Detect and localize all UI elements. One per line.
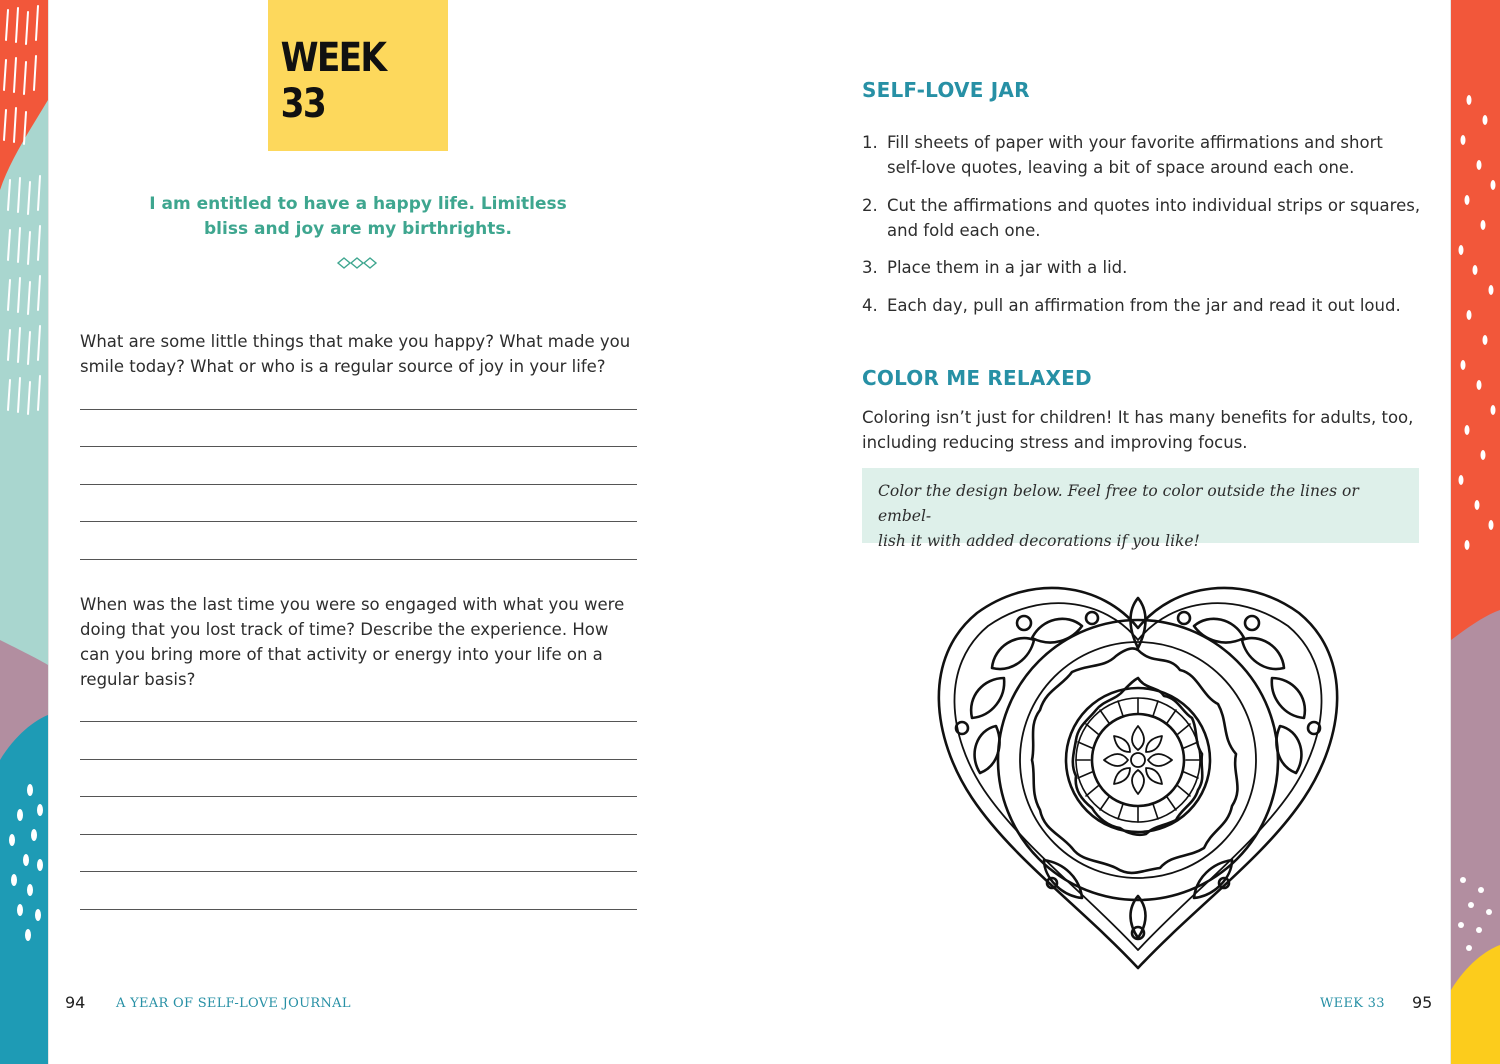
step-text: Fill sheets of paper with your favorite affirmations and short self-love quotes, leaving a bit of space around each one. — [887, 133, 1383, 177]
writing-line[interactable] — [80, 759, 637, 760]
section-heading-self-love-jar: SELF-LOVE JAR — [862, 78, 1030, 102]
callout-line: lish it with added decorations if you like! — [878, 532, 1200, 550]
writing-line[interactable] — [80, 559, 637, 560]
writing-line[interactable] — [80, 834, 637, 835]
writing-line[interactable] — [80, 796, 637, 797]
list-item — [862, 193, 1422, 243]
step-number: 1. — [862, 133, 878, 152]
writing-line[interactable] — [80, 521, 637, 522]
journal-prompt-1: What are some little things that make you happy? What made you smile today? What or who is a regular source of joy in your life? — [80, 332, 631, 376]
affirmation-line: bliss and joy are my birthrights. — [204, 219, 512, 239]
page-number-left: 94 — [65, 993, 86, 1012]
running-title-right: WEEK 33 — [1320, 996, 1385, 1011]
week-label: WEEK 33 — [280, 34, 386, 127]
affirmation-line: I am entitled to have a happy life. Limitless — [149, 194, 567, 214]
instruction-callout — [862, 468, 1419, 550]
writing-line[interactable] — [80, 909, 637, 910]
running-title-left: A YEAR OF SELF-LOVE JOURNAL — [116, 996, 351, 1011]
list-item — [862, 293, 1422, 318]
right-page-edge — [1450, 0, 1451, 1064]
step-number: 3. — [862, 258, 878, 277]
heart-mandala-coloring-icon[interactable] — [932, 578, 1344, 972]
writing-line[interactable] — [80, 721, 637, 722]
writing-line[interactable] — [80, 446, 637, 447]
section-heading-color-me-relaxed: COLOR ME RELAXED — [862, 366, 1092, 390]
step-text: Each day, pull an affirmation from the jar and read it out loud. — [887, 295, 1401, 315]
journal-prompt-2: When was the last time you were so engaged with what you were doing that you lost track of time? Describe the experience. How can you bring more of that activity or energy into your life on a regular basis? — [80, 595, 625, 689]
writing-line[interactable] — [80, 409, 637, 410]
left-decorative-border — [0, 0, 48, 1064]
step-number: 4. — [862, 295, 878, 315]
callout-line: Color the design below. Feel free to color outside the lines or embel- — [878, 482, 1359, 525]
section-body-text: Coloring isn’t just for children! It has many benefits for adults, too, including reducing stress and improving focus. — [862, 408, 1414, 452]
affirmation-text — [128, 192, 588, 242]
writing-line[interactable] — [80, 871, 637, 872]
left-page-edge — [48, 0, 49, 1064]
steps-list — [862, 130, 1422, 330]
week-label-box — [268, 0, 448, 151]
right-decorative-border — [1451, 0, 1500, 1064]
page-number-right: 95 — [1412, 993, 1433, 1012]
diamond-ornament-icon — [336, 256, 380, 270]
step-text: Cut the affirmations and quotes into individual strips or squares, and fold each one. — [887, 195, 1421, 240]
step-text: Place them in a jar with a lid. — [887, 258, 1128, 277]
list-item — [862, 255, 1422, 280]
writing-line[interactable] — [80, 484, 637, 485]
step-number: 2. — [862, 195, 878, 215]
list-item — [862, 130, 1422, 180]
